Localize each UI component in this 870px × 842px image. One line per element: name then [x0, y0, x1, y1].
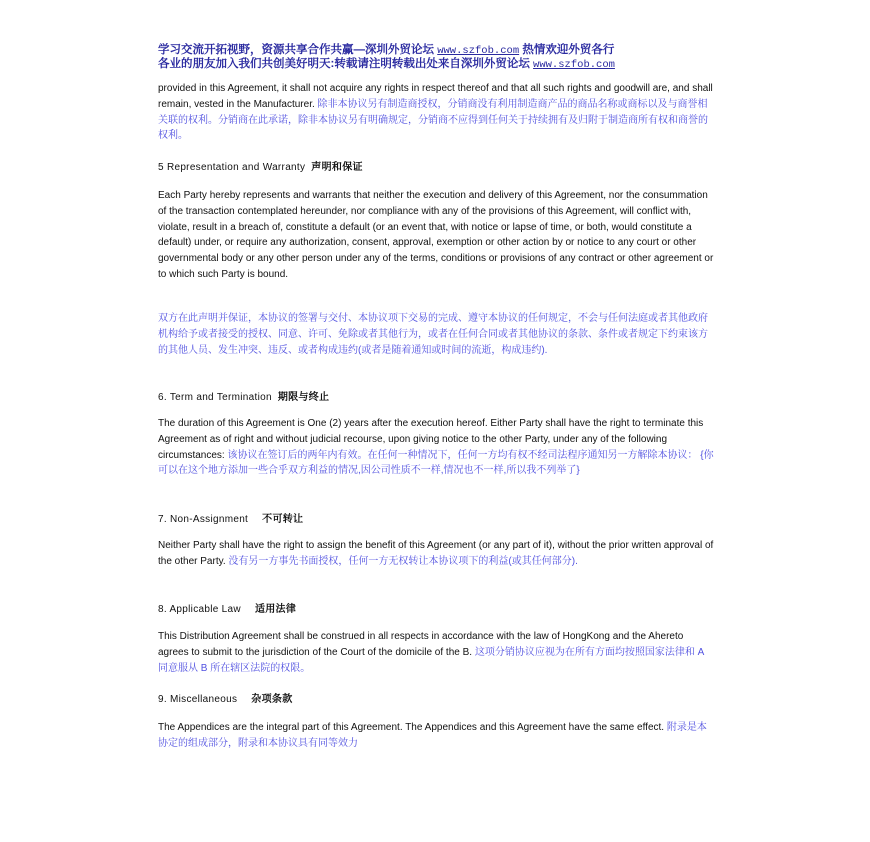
chinese-text: 该协议在签订后的两年内有效。在任何一种情况下，任何一方均有权不经司法程序通知另一方解除本协议： {你可以在这个地方添加一些合乎双方利益的情况,因公司性质不一样,情况也不一样,所以我不列举了} [158, 449, 714, 477]
banner-text: 热情欢迎外贸各行 [522, 44, 615, 56]
chinese-text: 附录是本协定的组成部分，附录和本协议具有同等效力 [158, 722, 707, 749]
english-text: Neither Party shall have the right to assign the benefit of this Agreement (or any part of it), without the prior written approval of the other Party. [158, 540, 714, 567]
english-text: The duration of this Agreement is One (2) years after the execution hereof. Either Party shall have the right to terminate this Agreement as of right and without judicial recourse, upon giving notice to the other Party, under any of the following circumstances: [158, 418, 704, 461]
english-text: This Distribution Agreement shall be construed in all respects in accordance with the law of HongKong and the Ahereto agrees to submit to the jurisdiction of the Court of the domicile of the B. [158, 631, 684, 658]
heading-chinese: 期限与终止 [277, 392, 330, 403]
heading-english: 5 Representation and Warranty [158, 162, 306, 173]
heading-chinese: 杂项条款 [251, 694, 293, 705]
banner-link[interactable]: www.szfob.com [437, 45, 520, 57]
section-heading-8 [158, 600, 296, 615]
english-text: Each Party hereby represents and warrants that neither the execution and delivery of this Agreement, nor the consummation of the transaction contemplated hereunder, nor compliance with any of the provisions of this Agreement, will conflict with, violate, result in a breach of, constitute a default (or an event that, with notice or lapse of time, or both, would constitute a default) under, or require any authorization, consent, approval, exemption or other action by or notice to any court or other governmental body or any other person under any of the terms, conditions or provisions of any contract or other agreement or to which such Party is bound. [158, 190, 714, 280]
section-heading-5 [158, 158, 363, 173]
heading-chinese: 声明和保证 [311, 162, 363, 173]
chinese-text: 这项分销协议应视为在所有方面均按照国家法律和 A 同意服从 B 所在辖区法院的权限。 [158, 646, 704, 674]
heading-chinese: 不可转让 [262, 514, 304, 525]
chinese-text: 没有另一方事先书面授权，任何一方无权转让本协议项下的利益(或其任何部分). [228, 555, 578, 567]
paragraph-miscellaneous [158, 720, 716, 752]
paragraph-applicable-law [158, 629, 716, 676]
heading-chinese: 适用法律 [254, 604, 297, 615]
chinese-text: 双方在此声明并保证，本协议的签署与交付、本协议项下交易的完成、遵守本协议的任何规定，不会与任何法庭或者其他政府机构给予或者接受的授权、同意、许可、免除或者其他行为，或者在任何合同或者其他协议的条款、条件或者规定下约束该方的其他人员、发生冲突、违反、或者构成违约(或者是随着通知或时间的流逝，构成违约). [158, 313, 708, 356]
section-heading-6 [158, 388, 329, 403]
banner-text: 各业的朋友加入我们共创美好明天:转载请注明转载出处来自深圳外贸论坛 [158, 58, 530, 70]
heading-english: 8. Applicable Law [158, 604, 241, 615]
paragraph-goodwill [158, 81, 716, 144]
section-heading-9 [158, 690, 293, 705]
heading-english: 6. Term and Termination [158, 392, 272, 403]
english-text: The Appendices are the integral part of this Agreement. The Appendices and this Agreement have the same effect. [158, 722, 665, 733]
site-banner-line-1 [158, 43, 718, 58]
banner-text: 学习交流开拓视野，资源共享合作共赢—深圳外贸论坛 [158, 44, 434, 56]
site-banner-line-2 [158, 57, 718, 72]
banner-link[interactable]: www.szfob.com [533, 59, 615, 71]
section-heading-7 [158, 510, 303, 525]
paragraph-representation-en [158, 188, 716, 283]
chinese-text: 除非本协议另有制造商授权，分销商没有利用制造商产品的商品名称或商标以及与商誉相关联的权利。分销商在此承诺，除非本协议另有明确规定，分销商不应得到任何关于持续拥有及归附于制造商所有权和商誉的权利。 [158, 98, 708, 142]
heading-english: 9. Miscellaneous [158, 694, 238, 705]
paragraph-representation-zh [158, 311, 716, 358]
paragraph-term [158, 416, 716, 479]
paragraph-non-assignment [158, 538, 716, 570]
english-text: provided in this Agreement, it shall not acquire any rights in respect thereof and that all such rights and goodwill are, and shall remain, vested in the Manufacturer. [158, 83, 713, 110]
heading-english: 7. Non-Assignment [158, 514, 249, 525]
